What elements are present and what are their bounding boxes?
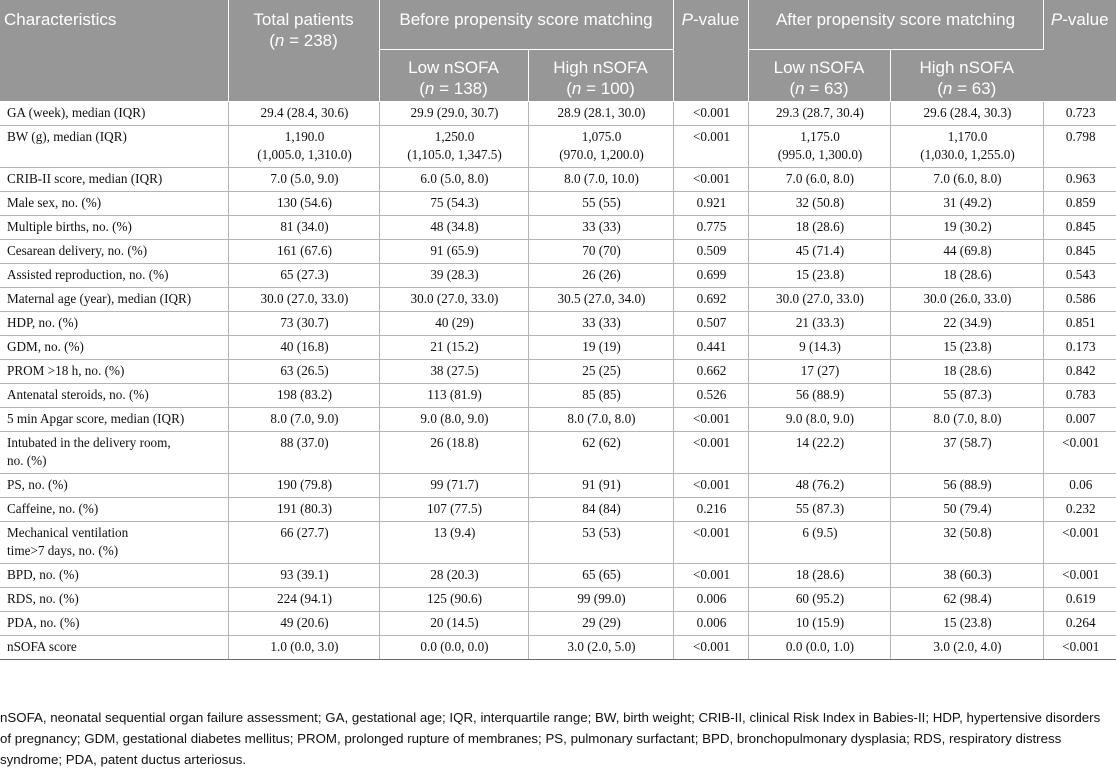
cell-total: 49 (20.6) — [228, 612, 379, 636]
cell-p-value-after: 0.963 — [1043, 168, 1116, 192]
cell-characteristic: GDM, no. (%) — [0, 336, 228, 360]
cell-low-nsofa-before: 20 (14.5) — [379, 612, 528, 636]
cell-high-nsofa-before: 70 (70) — [528, 240, 673, 264]
cell-p-value-before: 0.692 — [673, 288, 748, 312]
cell-total: 29.4 (28.4, 30.6) — [228, 102, 379, 126]
cell-characteristic: Intubated in the delivery room, no. (%) — [0, 432, 228, 474]
cell-low-nsofa-after: 45 (71.4) — [748, 240, 890, 264]
cell-high-nsofa-before: 30.5 (27.0, 34.0) — [528, 288, 673, 312]
cell-low-nsofa-before: 29.9 (29.0, 30.7) — [379, 102, 528, 126]
cell-low-nsofa-after: 14 (22.2) — [748, 432, 890, 474]
table-row — [0, 102, 1116, 126]
cell-p-value-after: 0.586 — [1043, 288, 1116, 312]
cell-p-value-after: <0.001 — [1043, 432, 1116, 474]
cell-characteristic: 5 min Apgar score, median (IQR) — [0, 408, 228, 432]
cell-low-nsofa-after: 17 (27) — [748, 360, 890, 384]
cell-p-value-after: 0.851 — [1043, 312, 1116, 336]
cell-high-nsofa-after: 30.0 (26.0, 33.0) — [890, 288, 1043, 312]
cell-characteristic: GA (week), median (IQR) — [0, 102, 228, 126]
cell-total: 224 (94.1) — [228, 588, 379, 612]
table-row — [0, 522, 1116, 564]
cell-characteristic: Male sex, no. (%) — [0, 192, 228, 216]
header-low-nsofa-before: Low nSOFA (n = 138) — [379, 50, 528, 102]
table-row — [0, 612, 1116, 636]
cell-p-value-before: <0.001 — [673, 126, 748, 168]
cell-high-nsofa-after: 3.0 (2.0, 4.0) — [890, 636, 1043, 660]
cell-high-nsofa-after: 32 (50.8) — [890, 522, 1043, 564]
cell-p-value-after: 0.543 — [1043, 264, 1116, 288]
cell-high-nsofa-before: 99 (99.0) — [528, 588, 673, 612]
cell-high-nsofa-after: 18 (28.6) — [890, 360, 1043, 384]
table-row — [0, 192, 1116, 216]
cell-low-nsofa-before: 13 (9.4) — [379, 522, 528, 564]
cell-low-nsofa-after: 7.0 (6.0, 8.0) — [748, 168, 890, 192]
cell-high-nsofa-before: 3.0 (2.0, 5.0) — [528, 636, 673, 660]
cell-high-nsofa-before: 91 (91) — [528, 474, 673, 498]
cell-p-value-after: 0.06 — [1043, 474, 1116, 498]
cell-high-nsofa-after: 44 (69.8) — [890, 240, 1043, 264]
cell-high-nsofa-after: 55 (87.3) — [890, 384, 1043, 408]
cell-p-value-before: 0.526 — [673, 384, 748, 408]
cell-characteristic: BPD, no. (%) — [0, 564, 228, 588]
cell-p-value-after: 0.842 — [1043, 360, 1116, 384]
cell-high-nsofa-before: 62 (62) — [528, 432, 673, 474]
cell-characteristic: RDS, no. (%) — [0, 588, 228, 612]
cell-p-value-before: <0.001 — [673, 102, 748, 126]
cell-p-value-after: 0.845 — [1043, 216, 1116, 240]
cell-characteristic: PS, no. (%) — [0, 474, 228, 498]
cell-low-nsofa-after: 1,175.0 (995.0, 1,300.0) — [748, 126, 890, 168]
cell-p-value-before: <0.001 — [673, 564, 748, 588]
table-body — [0, 102, 1116, 660]
cell-low-nsofa-before: 9.0 (8.0, 9.0) — [379, 408, 528, 432]
cell-low-nsofa-before: 40 (29) — [379, 312, 528, 336]
cell-p-value-after: 0.798 — [1043, 126, 1116, 168]
cell-high-nsofa-after: 29.6 (28.4, 30.3) — [890, 102, 1043, 126]
cell-high-nsofa-before: 55 (55) — [528, 192, 673, 216]
cell-total: 88 (37.0) — [228, 432, 379, 474]
cell-p-value-before: 0.509 — [673, 240, 748, 264]
cell-low-nsofa-before: 39 (28.3) — [379, 264, 528, 288]
cell-low-nsofa-before: 91 (65.9) — [379, 240, 528, 264]
cell-characteristic: Maternal age (year), median (IQR) — [0, 288, 228, 312]
cell-low-nsofa-after: 10 (15.9) — [748, 612, 890, 636]
cell-low-nsofa-after: 56 (88.9) — [748, 384, 890, 408]
cell-total: 30.0 (27.0, 33.0) — [228, 288, 379, 312]
cell-high-nsofa-before: 29 (29) — [528, 612, 673, 636]
cell-total: 161 (67.6) — [228, 240, 379, 264]
header-before-matching: Before propensity score matching — [379, 0, 673, 50]
cell-total: 63 (26.5) — [228, 360, 379, 384]
cell-low-nsofa-after: 60 (95.2) — [748, 588, 890, 612]
cell-low-nsofa-after: 29.3 (28.7, 30.4) — [748, 102, 890, 126]
cell-total: 40 (16.8) — [228, 336, 379, 360]
cell-high-nsofa-after: 37 (58.7) — [890, 432, 1043, 474]
cell-high-nsofa-before: 8.0 (7.0, 10.0) — [528, 168, 673, 192]
cell-p-value-before: 0.775 — [673, 216, 748, 240]
cell-high-nsofa-after: 19 (30.2) — [890, 216, 1043, 240]
table-row — [0, 474, 1116, 498]
cell-low-nsofa-before: 30.0 (27.0, 33.0) — [379, 288, 528, 312]
cell-p-value-after: <0.001 — [1043, 522, 1116, 564]
cell-total: 198 (83.2) — [228, 384, 379, 408]
cell-low-nsofa-before: 48 (34.8) — [379, 216, 528, 240]
cell-low-nsofa-before: 0.0 (0.0, 0.0) — [379, 636, 528, 660]
cell-p-value-before: <0.001 — [673, 636, 748, 660]
cell-high-nsofa-before: 25 (25) — [528, 360, 673, 384]
table-row — [0, 240, 1116, 264]
cell-high-nsofa-before: 53 (53) — [528, 522, 673, 564]
cell-p-value-before: 0.441 — [673, 336, 748, 360]
header-high-nsofa-after: High nSOFA (n = 63) — [890, 50, 1043, 102]
cell-p-value-after: 0.723 — [1043, 102, 1116, 126]
cell-characteristic: nSOFA score — [0, 636, 228, 660]
cell-low-nsofa-before: 107 (77.5) — [379, 498, 528, 522]
cell-high-nsofa-before: 8.0 (7.0, 8.0) — [528, 408, 673, 432]
cell-total: 66 (27.7) — [228, 522, 379, 564]
cell-low-nsofa-before: 99 (71.7) — [379, 474, 528, 498]
cell-p-value-before: <0.001 — [673, 522, 748, 564]
header-characteristics: Characteristics — [0, 0, 228, 102]
table-row — [0, 216, 1116, 240]
table-row — [0, 360, 1116, 384]
cell-p-value-before: <0.001 — [673, 474, 748, 498]
table-header — [0, 0, 1116, 102]
cell-low-nsofa-before: 6.0 (5.0, 8.0) — [379, 168, 528, 192]
cell-high-nsofa-after: 62 (98.4) — [890, 588, 1043, 612]
cell-low-nsofa-before: 125 (90.6) — [379, 588, 528, 612]
cell-low-nsofa-after: 9 (14.3) — [748, 336, 890, 360]
cell-high-nsofa-before: 33 (33) — [528, 312, 673, 336]
cell-p-value-after: 0.173 — [1043, 336, 1116, 360]
cell-p-value-before: <0.001 — [673, 408, 748, 432]
cell-p-value-after: <0.001 — [1043, 636, 1116, 660]
table-row — [0, 384, 1116, 408]
cell-low-nsofa-before: 28 (20.3) — [379, 564, 528, 588]
cell-low-nsofa-after: 32 (50.8) — [748, 192, 890, 216]
cell-p-value-after: 0.619 — [1043, 588, 1116, 612]
cell-p-value-after: 0.007 — [1043, 408, 1116, 432]
cell-low-nsofa-after: 55 (87.3) — [748, 498, 890, 522]
cell-high-nsofa-before: 1,075.0 (970.0, 1,200.0) — [528, 126, 673, 168]
cell-high-nsofa-before: 84 (84) — [528, 498, 673, 522]
cell-characteristic: Assisted reproduction, no. (%) — [0, 264, 228, 288]
cell-low-nsofa-before: 75 (54.3) — [379, 192, 528, 216]
table-row — [0, 288, 1116, 312]
cell-high-nsofa-after: 31 (49.2) — [890, 192, 1043, 216]
header-high-nsofa-before: High nSOFA (n = 100) — [528, 50, 673, 102]
cell-characteristic: PDA, no. (%) — [0, 612, 228, 636]
cell-low-nsofa-after: 21 (33.3) — [748, 312, 890, 336]
cell-low-nsofa-after: 18 (28.6) — [748, 564, 890, 588]
cell-low-nsofa-after: 18 (28.6) — [748, 216, 890, 240]
cell-low-nsofa-after: 48 (76.2) — [748, 474, 890, 498]
cell-total: 65 (27.3) — [228, 264, 379, 288]
cell-total: 8.0 (7.0, 9.0) — [228, 408, 379, 432]
cell-characteristic: BW (g), median (IQR) — [0, 126, 228, 168]
cell-characteristic: Cesarean delivery, no. (%) — [0, 240, 228, 264]
cell-p-value-before: 0.699 — [673, 264, 748, 288]
table-row — [0, 336, 1116, 360]
cell-p-value-after: 0.859 — [1043, 192, 1116, 216]
cell-low-nsofa-before: 1,250.0 (1,105.0, 1,347.5) — [379, 126, 528, 168]
cell-high-nsofa-before: 65 (65) — [528, 564, 673, 588]
cell-total: 1.0 (0.0, 3.0) — [228, 636, 379, 660]
cell-characteristic: Caffeine, no. (%) — [0, 498, 228, 522]
cell-high-nsofa-after: 38 (60.3) — [890, 564, 1043, 588]
cell-p-value-after: 0.232 — [1043, 498, 1116, 522]
cell-characteristic: HDP, no. (%) — [0, 312, 228, 336]
cell-characteristic: CRIB-II score, median (IQR) — [0, 168, 228, 192]
cell-high-nsofa-before: 28.9 (28.1, 30.0) — [528, 102, 673, 126]
cell-low-nsofa-before: 21 (15.2) — [379, 336, 528, 360]
cell-characteristic: Mechanical ventilation time>7 days, no. (%) — [0, 522, 228, 564]
cell-total: 73 (30.7) — [228, 312, 379, 336]
cell-characteristic: Multiple births, no. (%) — [0, 216, 228, 240]
cell-high-nsofa-before: 33 (33) — [528, 216, 673, 240]
cell-p-value-before: 0.006 — [673, 612, 748, 636]
table-row — [0, 168, 1116, 192]
cell-low-nsofa-before: 26 (18.8) — [379, 432, 528, 474]
table-row — [0, 264, 1116, 288]
cell-p-value-after: 0.783 — [1043, 384, 1116, 408]
table-row — [0, 636, 1116, 660]
cell-high-nsofa-after: 18 (28.6) — [890, 264, 1043, 288]
table-row — [0, 498, 1116, 522]
cell-low-nsofa-after: 9.0 (8.0, 9.0) — [748, 408, 890, 432]
header-after-matching: After propensity score matching — [748, 0, 1043, 50]
table-row — [0, 126, 1116, 168]
cell-p-value-after: 0.845 — [1043, 240, 1116, 264]
cell-high-nsofa-after: 15 (23.8) — [890, 612, 1043, 636]
cell-low-nsofa-before: 113 (81.9) — [379, 384, 528, 408]
cell-low-nsofa-after: 15 (23.8) — [748, 264, 890, 288]
cell-low-nsofa-after: 30.0 (27.0, 33.0) — [748, 288, 890, 312]
cell-total: 7.0 (5.0, 9.0) — [228, 168, 379, 192]
cell-high-nsofa-before: 85 (85) — [528, 384, 673, 408]
cell-low-nsofa-after: 0.0 (0.0, 1.0) — [748, 636, 890, 660]
cell-p-value-before: 0.216 — [673, 498, 748, 522]
cell-high-nsofa-before: 19 (19) — [528, 336, 673, 360]
cell-characteristic: Antenatal steroids, no. (%) — [0, 384, 228, 408]
table-row — [0, 408, 1116, 432]
cell-p-value-before: 0.507 — [673, 312, 748, 336]
header-p-value-after: P-value — [1043, 0, 1116, 102]
cell-high-nsofa-after: 15 (23.8) — [890, 336, 1043, 360]
table-row — [0, 588, 1116, 612]
cell-p-value-before: 0.921 — [673, 192, 748, 216]
table-row — [0, 564, 1116, 588]
cell-high-nsofa-before: 26 (26) — [528, 264, 673, 288]
table-footnote: nSOFA, neonatal sequential organ failure assessment; GA, gestational age; IQR, interquartile range; BW, birth weight; CRIB-II, clinical Risk Index in Babies-II; HDP, hypertensive disorders of pregnancy; GDM, gestational diabetes mellitus; PROM, prolonged rupture of membranes; PS, pulmonary surfactant; BPD, bronchopulmonary dysplasia; RDS, respiratory distress syndrome; PDA, patent ductus arteriosus. — [0, 710, 1101, 767]
cell-total: 1,190.0 (1,005.0, 1,310.0) — [228, 126, 379, 168]
cell-high-nsofa-after: 56 (88.9) — [890, 474, 1043, 498]
header-total-patients: Total patients (n = 238) — [228, 0, 379, 102]
cell-p-value-after: 0.264 — [1043, 612, 1116, 636]
cell-p-value-before: 0.006 — [673, 588, 748, 612]
cell-total: 191 (80.3) — [228, 498, 379, 522]
header-p-value-before: P-value — [673, 0, 748, 102]
cell-total: 93 (39.1) — [228, 564, 379, 588]
header-low-nsofa-after: Low nSOFA (n = 63) — [748, 50, 890, 102]
table-row — [0, 432, 1116, 474]
cell-p-value-before: <0.001 — [673, 168, 748, 192]
cell-low-nsofa-before: 38 (27.5) — [379, 360, 528, 384]
cell-total: 81 (34.0) — [228, 216, 379, 240]
cell-total: 190 (79.8) — [228, 474, 379, 498]
table-row — [0, 312, 1116, 336]
cell-high-nsofa-after: 50 (79.4) — [890, 498, 1043, 522]
cell-total: 130 (54.6) — [228, 192, 379, 216]
cell-high-nsofa-after: 7.0 (6.0, 8.0) — [890, 168, 1043, 192]
cell-p-value-before: 0.662 — [673, 360, 748, 384]
cell-high-nsofa-after: 22 (34.9) — [890, 312, 1043, 336]
cell-high-nsofa-after: 8.0 (7.0, 8.0) — [890, 408, 1043, 432]
cell-p-value-before: <0.001 — [673, 432, 748, 474]
cell-high-nsofa-after: 1,170.0 (1,030.0, 1,255.0) — [890, 126, 1043, 168]
cell-p-value-after: <0.001 — [1043, 564, 1116, 588]
cell-low-nsofa-after: 6 (9.5) — [748, 522, 890, 564]
cell-characteristic: PROM >18 h, no. (%) — [0, 360, 228, 384]
